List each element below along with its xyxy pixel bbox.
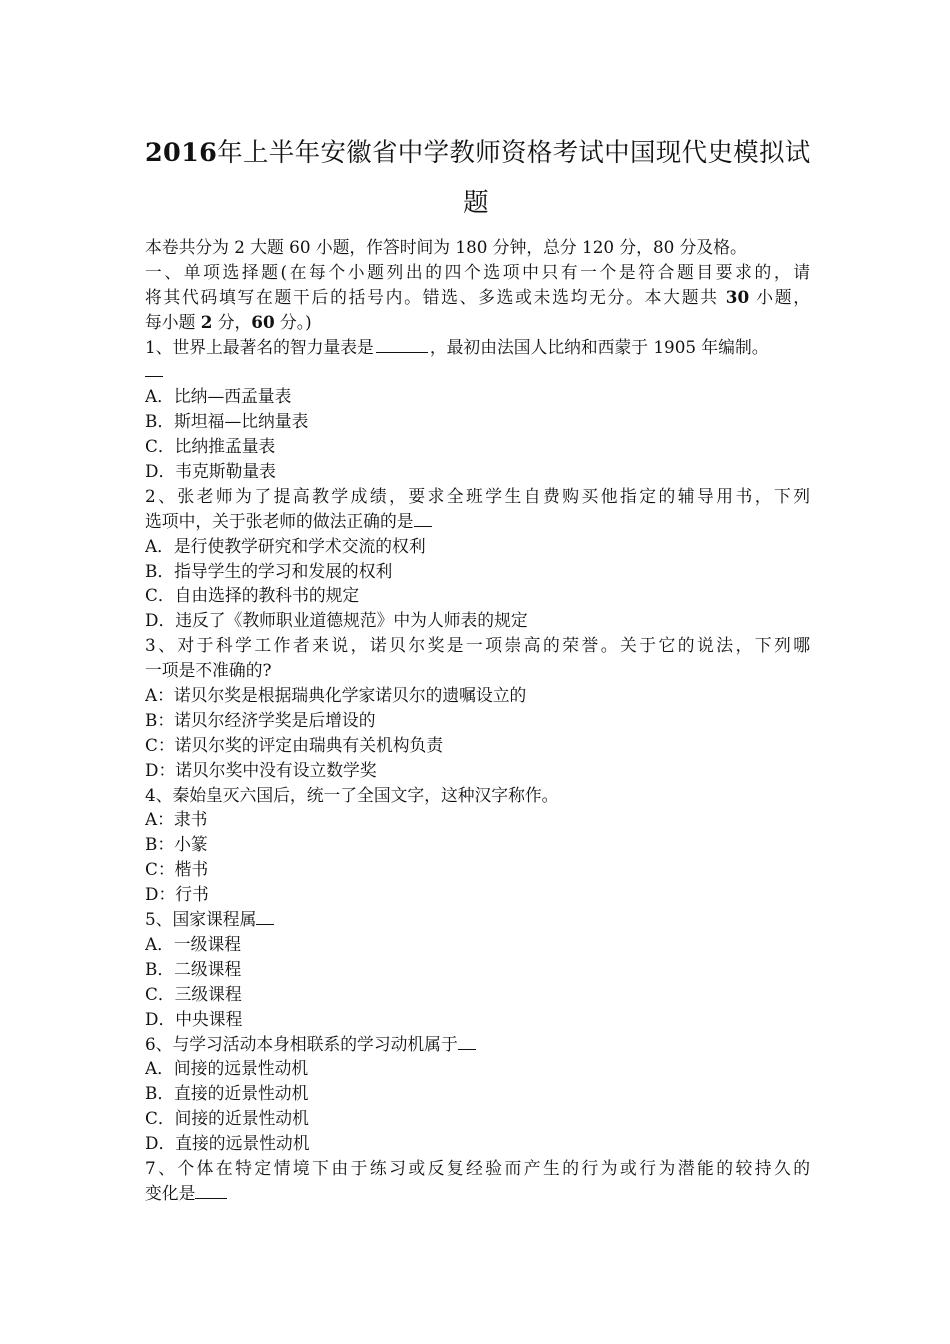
document-body	[145, 235, 810, 1206]
section-text: 每小题	[145, 311, 201, 332]
question-text: 5、国家课程属	[145, 909, 257, 930]
section-heading-line	[145, 310, 810, 335]
answer-blank	[414, 511, 432, 527]
document-title-line-1	[145, 133, 811, 169]
answer-option: B．指导学生的学习和发展的权利	[145, 560, 393, 581]
answer-option: C．自由选择的教科书的规定	[145, 585, 360, 606]
total-points: 60	[251, 311, 275, 332]
answer-option: C．三级课程	[145, 983, 242, 1004]
answer-blank	[256, 909, 274, 925]
answer-option: A：诺贝尔奖是根据瑞典化学家诺贝尔的遗嘱设立的	[145, 685, 527, 706]
question-stem	[145, 1181, 810, 1206]
answer-option: B．斯坦福—比纳量表	[145, 411, 309, 432]
question-text: 变化是	[145, 1182, 196, 1203]
answer-option: A．是行使教学研究和学术交流的权利	[145, 535, 426, 556]
question-stem: 4、秦始皇灭六国后，统一了全国文字，这种汉字称作。	[145, 784, 559, 805]
answer-option: A．比纳—西孟量表	[145, 386, 292, 407]
answer-blank	[458, 1034, 476, 1050]
question-stem	[145, 509, 810, 534]
answer-option: B：小篆	[145, 834, 208, 855]
answer-option: B．二级课程	[145, 958, 242, 979]
question-count: 30	[725, 286, 750, 307]
answer-blank	[376, 337, 428, 353]
question-text: 1、世界上最著名的智力量表是	[145, 336, 374, 357]
section-text: 分，	[212, 311, 252, 332]
answer-option: B：诺贝尔经济学奖是后增设的	[145, 709, 376, 730]
question-stem: 7、个体在特定情境下由于练习或反复经验而产生的行为或行为潜能的较持久的	[145, 1157, 810, 1178]
section-heading-line	[145, 285, 810, 310]
answer-option: D：行书	[145, 884, 209, 905]
question-text: 6、与学习活动本身相联系的学习动机属于	[145, 1033, 458, 1054]
question-stem	[145, 1032, 810, 1057]
answer-blank	[195, 1183, 227, 1199]
section-text: 将其代码填写在题干后的括号内。错选、多选或未选均无分。本大题共	[145, 286, 726, 307]
answer-option: B．直接的近景性动机	[145, 1083, 309, 1104]
question-stem	[145, 335, 810, 360]
section-text: 分。)	[274, 311, 312, 332]
answer-option: C．间接的近景性动机	[145, 1108, 309, 1129]
answer-option: D．中央课程	[145, 1008, 243, 1029]
answer-option: C：诺贝尔奖的评定由瑞典有关机构负责	[145, 734, 444, 755]
title-text: 年上半年安徽省中学教师资格考试中国现代史模拟试	[217, 138, 811, 168]
points-per-question: 2	[200, 311, 213, 332]
question-stem: 3、对于科学工作者来说，诺贝尔奖是一项崇高的荣誉。关于它的说法，下列哪	[145, 635, 810, 656]
section-text: 小题，	[749, 286, 810, 307]
answer-option: A：隶书	[145, 809, 208, 830]
answer-option: C．比纳推孟量表	[145, 436, 276, 457]
question-stem: 2、张老师为了提高教学成绩，要求全班学生自费购买他指定的辅导用书，下列	[145, 485, 810, 506]
answer-option: A．间接的远景性动机	[145, 1058, 309, 1079]
answer-option: D．韦克斯勒量表	[145, 461, 276, 482]
answer-blank	[145, 361, 163, 377]
question-stem: 一项是不准确的?	[145, 660, 272, 681]
question-text: 选项中，关于张老师的做法正确的是	[145, 510, 414, 531]
answer-option: D．直接的远景性动机	[145, 1133, 310, 1154]
question-stem-continuation	[145, 359, 810, 384]
document-title-line-2: 题	[463, 188, 489, 218]
answer-option: A．一级课程	[145, 933, 242, 954]
question-stem	[145, 907, 810, 932]
section-heading-line: 一、单项选择题(在每个小题列出的四个选项中只有一个是符合题目要求的，请	[145, 261, 810, 282]
answer-option: D．违反了《教师职业道德规范》中为人师表的规定	[145, 610, 528, 631]
answer-option: D：诺贝尔奖中没有设立数学奖	[145, 759, 377, 780]
answer-option: C：楷书	[145, 859, 209, 880]
question-text: ，最初由法国人比纳和西蒙于 1905 年编制。	[429, 336, 769, 357]
intro-paragraph: 本卷共分为 2 大题 60 小题，作答时间为 180 分钟，总分 120 分，80 分及格。	[145, 237, 747, 257]
title-year: 2016	[145, 138, 218, 168]
